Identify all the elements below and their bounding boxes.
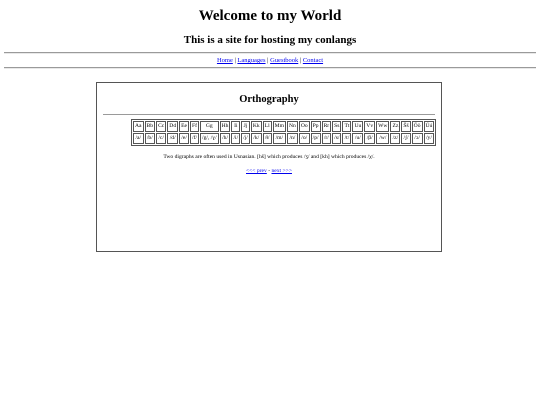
nav-separator: | (299, 57, 302, 64)
site-title: Welcome to my World (198, 8, 342, 24)
letter-cell: Ee (179, 121, 189, 132)
letter-cell: Ii (231, 121, 240, 132)
sound-cell: /a/ (133, 133, 144, 144)
sound-cell: /y/ (424, 133, 435, 144)
sound-cell: /z/ (390, 133, 400, 144)
letter-cell: Gg (200, 121, 219, 132)
nav-separator: | (267, 57, 269, 64)
letter-cell: Oo (299, 121, 310, 132)
sound-cell: /s/ (332, 133, 341, 144)
letter-cell: Pp (311, 121, 321, 132)
letter-cell: Vv (364, 121, 375, 132)
letter-cell: Ss (332, 121, 341, 132)
sound-cell: /i/ (231, 133, 240, 144)
sounds-row (133, 133, 434, 144)
letter-cell: Hh (220, 121, 231, 132)
letters-row (133, 121, 434, 132)
letter-cell: Nn (287, 121, 298, 132)
letter-cell: Bb (145, 121, 156, 132)
nav-link-contact[interactable]: Contact (302, 57, 324, 64)
letter-cell: Rr (322, 121, 332, 132)
sound-cell: /m/ (273, 133, 286, 144)
sound-cell: /p/ (311, 133, 321, 144)
sound-cell: /w/ (376, 133, 389, 144)
sound-cell: /k/ (251, 133, 262, 144)
letter-cell: Uu (352, 121, 363, 132)
sound-cell: /o/ (299, 133, 310, 144)
prev-link[interactable]: <<< prev (246, 168, 267, 174)
main-nav (0, 57, 540, 65)
orthography-table (131, 119, 436, 146)
sound-cell: /t/ (342, 133, 351, 144)
nav-link-languages[interactable]: Languages (237, 57, 266, 64)
next-link[interactable]: next >>> (271, 168, 292, 174)
sound-cell: /u/ (352, 133, 363, 144)
section-divider (103, 114, 435, 115)
sound-cell: /j/ (241, 133, 250, 144)
sound-cell: /g/, /ɣ/ (200, 133, 219, 144)
letter-cell: Mm (273, 121, 286, 132)
letter-cell: Tt (342, 121, 351, 132)
sound-cell: /ɔ/ (412, 133, 423, 144)
sound-cell: /c/ (156, 133, 166, 144)
letter-cell: Ww (376, 121, 389, 132)
sound-cell: /β/ (364, 133, 375, 144)
letter-cell: Zz (390, 121, 400, 132)
letter-cell: Ll (263, 121, 272, 132)
digraph-note: Two digraphs are often used in Usnasian. [hš] which produces /ʒ/ and [kh] which produces /χ/. (163, 154, 375, 160)
section-title: Orthography (239, 94, 299, 105)
letter-cell: Kk (251, 121, 262, 132)
letter-cell: Ff (190, 121, 199, 132)
letter-cell: Cc (156, 121, 166, 132)
letter-cell: Úú (424, 121, 435, 132)
letter-cell: Šš (401, 121, 410, 132)
pager-separator: - (266, 168, 272, 174)
sound-cell: /e/ (179, 133, 189, 144)
pager (97, 167, 441, 175)
letter-cell: Öö (412, 121, 423, 132)
sound-cell: /r/ (322, 133, 332, 144)
site-subtitle: This is a site for hosting my conlangs (183, 34, 357, 46)
sound-cell: /b/ (145, 133, 156, 144)
letter-cell: Jj (241, 121, 250, 132)
sound-cell: /ʃ/ (401, 133, 410, 144)
sound-cell: /d/ (167, 133, 178, 144)
divider-top (4, 52, 536, 54)
nav-link-guestbook[interactable]: Guestbook (270, 57, 299, 64)
sound-cell: /f/ (190, 133, 199, 144)
nav-link-home[interactable]: Home (216, 57, 233, 64)
sound-cell: /n/ (287, 133, 298, 144)
content-panel (96, 82, 442, 252)
divider-bottom (4, 67, 536, 69)
letter-cell: Dd (167, 121, 178, 132)
sound-cell: /ɬ/ (263, 133, 272, 144)
sound-cell: /h/ (220, 133, 231, 144)
nav-separator: | (234, 57, 236, 64)
letter-cell: Aa (133, 121, 144, 132)
